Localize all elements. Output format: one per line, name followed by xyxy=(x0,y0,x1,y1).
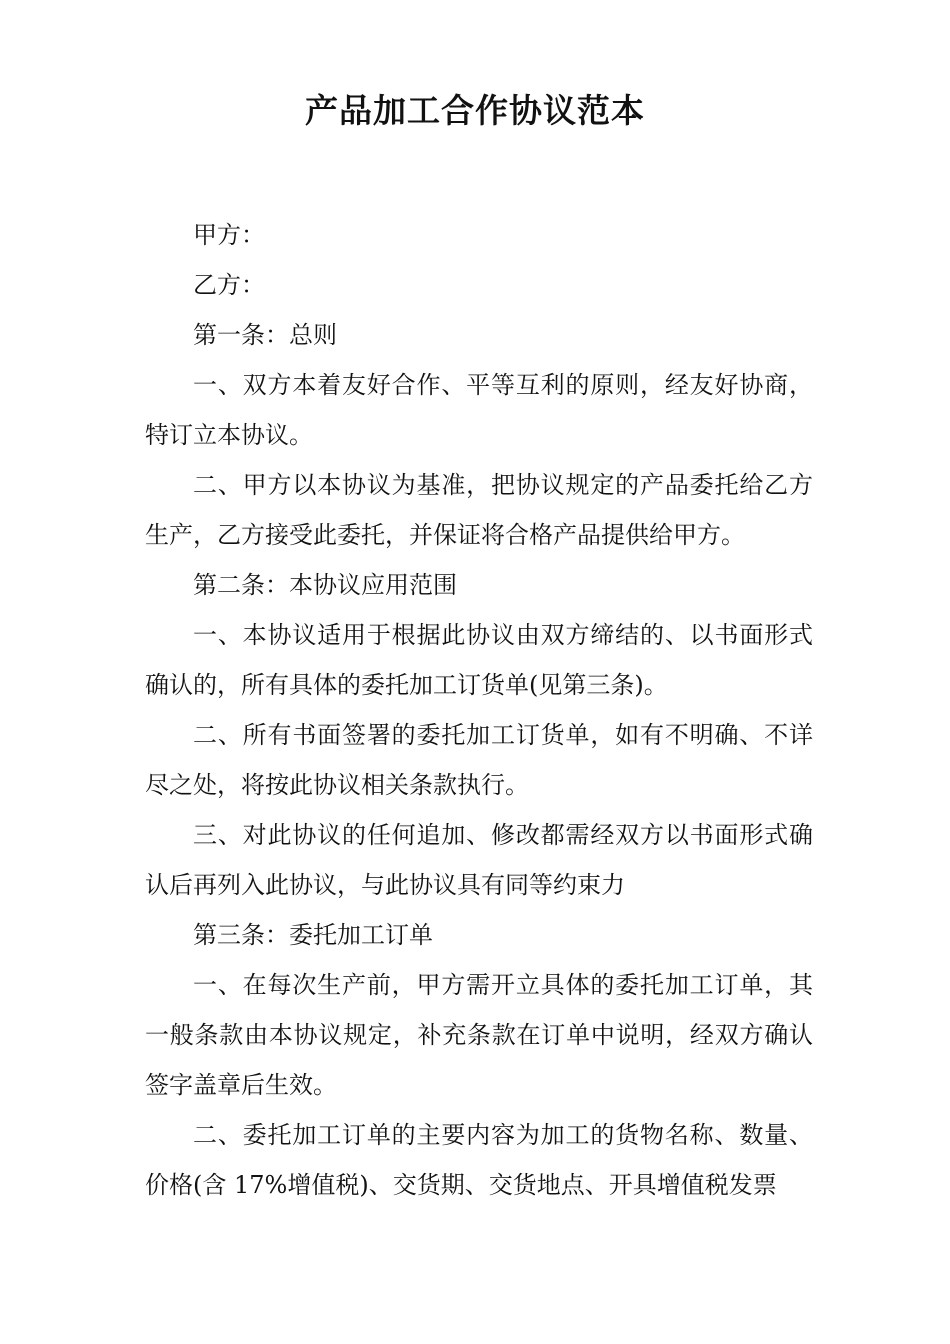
article-1-clause-1: 一、双方本着友好合作、平等互利的原则，经友好协商，特订立本协议。 xyxy=(145,371,813,449)
article-1-clause-2: 二、甲方以本协议为基准，把协议规定的产品委托给乙方生产，乙方接受此委托，并保证将合格产品提供给甲方。 xyxy=(145,471,813,549)
party-a-line: 甲方： xyxy=(193,221,265,249)
article-1-heading: 第一条：总则 xyxy=(193,321,337,349)
article-2-clause-2: 二、所有书面签署的委托加工订货单，如有不明确、不详尽之处，将按此协议相关条款执行。 xyxy=(145,721,813,799)
article-3-clause-1: 一、在每次生产前，甲方需开立具体的委托加工订单，其一般条款由本协议规定，补充条款在订单中说明，经双方确认签字盖章后生效。 xyxy=(145,971,813,1099)
article-3-heading: 第三条：委托加工订单 xyxy=(193,921,433,949)
article-3-clause-2: 二、委托加工订单的主要内容为加工的货物名称、数量、价格(含 17%增值税)、交货期、交货地点、开具增值税发票 xyxy=(145,1121,813,1199)
party-b-line: 乙方： xyxy=(193,271,265,299)
document-body xyxy=(145,210,813,1210)
document-title: 产品加工合作协议范本 xyxy=(305,91,645,130)
article-2-clause-3: 三、对此协议的任何追加、修改都需经双方以书面形式确认后再列入此协议，与此协议具有同等约束力 xyxy=(145,821,813,899)
article-2-heading: 第二条：本协议应用范围 xyxy=(193,571,457,599)
article-2-clause-1: 一、本协议适用于根据此协议由双方缔结的、以书面形式确认的，所有具体的委托加工订货单(见第三条)。 xyxy=(145,621,813,699)
